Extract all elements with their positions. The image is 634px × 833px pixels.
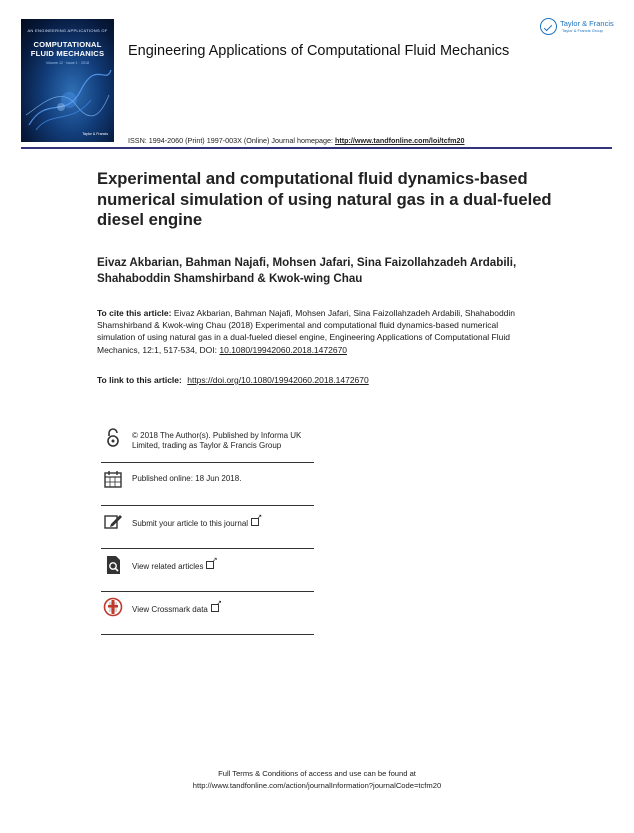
related-articles-link[interactable]: [132, 561, 315, 572]
article-title: Experimental and computational fluid dynamics-based numerical simulation of using natural gas in a dual-fueled diesel engine: [97, 169, 552, 229]
citation-doi-link[interactable]: 10.1080/19942060.2018.1472670: [219, 344, 348, 355]
footer-terms-url[interactable]: http://www.tandfonline.com/action/journalInformation?journalCode=tcfm20: [192, 780, 442, 790]
edit-icon: [103, 511, 123, 531]
journal-title[interactable]: Engineering Applications of Computational Fluid Mechanics: [128, 43, 510, 59]
crossmark-row[interactable]: [101, 592, 314, 635]
related-articles-row[interactable]: [101, 549, 314, 592]
cover-title-line2: FLUID MECHANICS: [30, 49, 105, 58]
submit-article-label: Submit your article to this journal: [132, 519, 249, 528]
cover-volume: Volume 12 · Issue 1 · 2018: [46, 61, 89, 65]
header-divider: [21, 147, 612, 149]
crossmark-icon: [103, 597, 123, 617]
logo-sub: Taylor & Francis Group: [562, 28, 603, 33]
copyright-text: © 2018 The Author(s). Published by Informa UK Limited, trading as Taylor & Francis Group: [132, 431, 302, 450]
external-link-icon: [251, 518, 259, 526]
taylor-francis-logo-icon: [540, 18, 557, 35]
issn-line: [128, 136, 464, 145]
publisher-logo: [539, 17, 617, 39]
cover-title-line1: COMPUTATIONAL: [33, 40, 102, 49]
published-date: Published online: 18 Jun 2018.: [132, 474, 242, 483]
citation-label: To cite this article:: [97, 308, 172, 318]
footer: [0, 768, 634, 791]
external-link-icon: [211, 604, 219, 612]
footer-terms-text: Full Terms & Conditions of access and use can be found at: [218, 769, 416, 778]
article-link-line: [97, 375, 369, 385]
logo-brand: Taylor & Francis: [560, 19, 614, 28]
calendar-icon: [103, 469, 123, 489]
citation-text: Eivaz Akbarian, Bahman Najafi, Mohsen Jafari, Sina Faizollahzadeh Ardabili, Shahaboddin Shamshirband & Kwok-wing Chau (2018) Experimental and computational fluid dynamics-based numerical simulation of using natural gas in a dual-fueled diesel engine, Engineering Applications of Computational Fluid Mechanics, 12:1, 517-534, DOI:: [97, 308, 516, 355]
journal-cover-image: [21, 19, 114, 142]
cover-artwork: [21, 65, 114, 135]
article-authors: Eivaz Akbarian, Bahman Najafi, Mohsen Jafari, Sina Faizollahzadeh Ardabili, Shahaboddin Shamshirband & Kwok-wing Chau: [97, 256, 517, 285]
cover-publisher: Taylor & Francis: [82, 132, 108, 136]
article-link-label: To link to this article:: [97, 375, 182, 385]
issn-text: ISSN: 1994-2060 (Print) 1997-003X (Online) Journal homepage:: [128, 136, 333, 145]
citation-block: [97, 307, 537, 356]
related-articles-label: View related articles: [132, 562, 204, 571]
search-document-icon: [103, 555, 123, 575]
submit-article-link[interactable]: [132, 518, 315, 529]
external-link-icon: [206, 561, 214, 569]
open-access-icon: [103, 428, 123, 448]
crossmark-link[interactable]: [132, 604, 315, 615]
submit-article-row[interactable]: [101, 506, 314, 549]
cover-title: [21, 40, 114, 58]
crossmark-label: View Crossmark data: [132, 605, 208, 614]
cover-series: AN ENGINEERING APPLICATIONS OF: [27, 28, 108, 33]
published-row: [101, 463, 314, 506]
article-doi-link[interactable]: https://doi.org/10.1080/19942060.2018.1472670: [187, 375, 369, 385]
journal-homepage-link[interactable]: http://www.tandfonline.com/loi/tcfm20: [334, 136, 465, 145]
open-access-row: [101, 428, 314, 463]
